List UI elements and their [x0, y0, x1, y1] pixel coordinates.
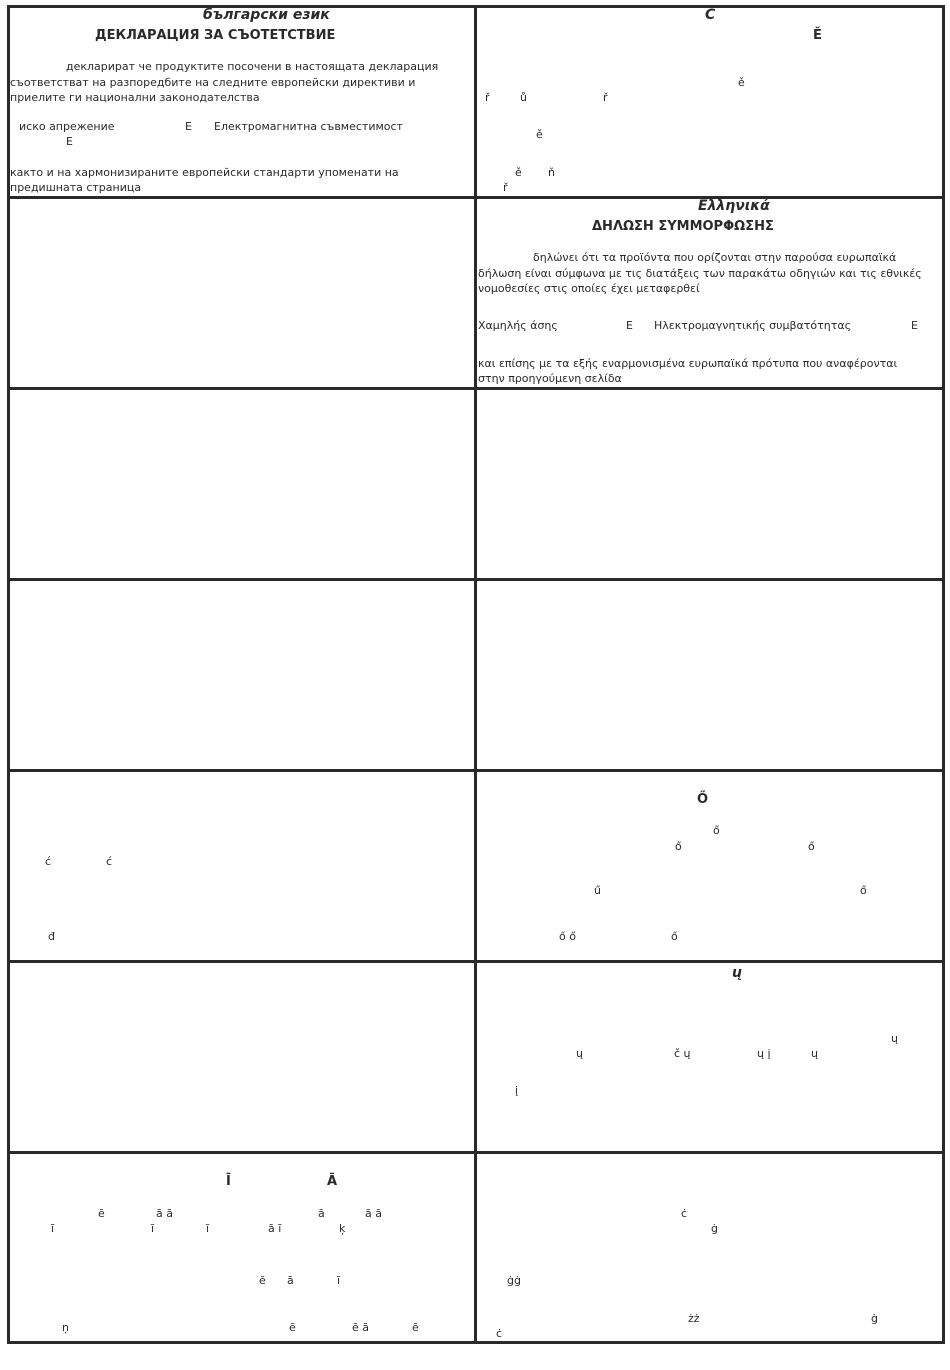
text-fragment: ċ	[681, 1207, 688, 1220]
language-name: ų	[732, 965, 742, 981]
declaration-title: Ő	[697, 792, 709, 807]
directive-low-voltage: Χαμηλής άσης	[478, 319, 558, 332]
text-fragment: ā	[318, 1207, 325, 1220]
text-fragment: ő	[675, 840, 682, 853]
text-fragment: ġġ	[507, 1274, 521, 1287]
statement-text: съответстват на разпоредбите на следните европейски директиви и	[10, 76, 416, 89]
text-fragment: ā ā	[156, 1207, 173, 1220]
declaration-title-part: Ā	[327, 1174, 338, 1189]
text-fragment: ē	[412, 1321, 419, 1334]
table-row-divider	[7, 387, 945, 390]
text-fragment: żż	[688, 1312, 700, 1325]
directive-emc: Ηλεκτρομαγνητικής συμβατότητας	[654, 319, 852, 332]
language-name: Ελληνικά	[698, 198, 770, 214]
text-fragment: į	[515, 1084, 519, 1097]
statement-text: приелите ги национални законодателства	[10, 91, 260, 104]
text-fragment: ų	[811, 1047, 818, 1060]
declaration-title-part: Ī	[226, 1174, 231, 1189]
text-fragment: ő ő	[559, 930, 576, 943]
text-fragment: ő	[671, 930, 678, 943]
text-fragment: ř	[603, 91, 608, 104]
text-fragment: ě	[515, 166, 522, 179]
standards-text: предишната страница	[10, 181, 142, 194]
language-name: Č	[705, 7, 716, 23]
text-fragment: ā ā	[365, 1207, 382, 1220]
table-row-divider	[7, 960, 945, 963]
text-fragment: ķ	[339, 1222, 346, 1235]
text-fragment: ű	[594, 884, 601, 897]
text-fragment: ġ	[871, 1312, 878, 1325]
directive-code: Е	[66, 135, 73, 148]
table-row-divider	[7, 1151, 945, 1154]
text-fragment: ā	[287, 1274, 294, 1287]
statement-text: декларират че продуктите посочени в настоящата декларация	[66, 60, 439, 73]
declaration-title: ДЕКЛАРАЦИЯ ЗА СЪОТЕТСТВИЕ	[95, 28, 336, 43]
text-fragment: ě	[738, 76, 745, 89]
text-fragment: ī	[51, 1222, 55, 1235]
text-fragment: ć	[45, 855, 52, 868]
standards-text: както и на хармонизираните европейски стандарти упоменати на	[10, 166, 399, 179]
table-row-divider	[7, 769, 945, 772]
directive-low-voltage: иско апрежение	[19, 120, 115, 133]
text-fragment: ų	[891, 1032, 898, 1045]
directive-code: Е	[185, 120, 192, 133]
text-fragment: ġ	[711, 1222, 718, 1235]
text-fragment: č ų	[674, 1047, 691, 1060]
text-fragment: ē	[259, 1274, 266, 1287]
text-fragment: ć	[106, 855, 113, 868]
text-fragment: ē	[289, 1321, 296, 1334]
statement-text: νομοθεσίες στις οποίες έχει μεταφερθεί	[478, 282, 700, 295]
table-column-divider	[474, 5, 477, 1344]
text-fragment: ő	[713, 824, 720, 837]
statement-text: δηλώνει ότι τα προϊόντα που ορίζονται στην παρούσα ευρωπαϊκά	[533, 251, 897, 264]
text-fragment: ē	[98, 1207, 105, 1220]
declaration-title: Ě	[813, 28, 822, 43]
text-fragment: ī	[206, 1222, 210, 1235]
text-fragment: ų į	[757, 1047, 771, 1060]
text-fragment: ų	[576, 1047, 583, 1060]
table-row-divider	[7, 578, 945, 581]
text-fragment: ő	[860, 884, 867, 897]
text-fragment: ř	[503, 181, 508, 194]
text-fragment: ī	[337, 1274, 341, 1287]
text-fragment: ā ī	[268, 1222, 282, 1235]
text-fragment: ň	[548, 166, 555, 179]
text-fragment: ī	[151, 1222, 155, 1235]
directive-code: Ε	[626, 319, 633, 332]
declaration-title: ΔΗΛΩΣΗ ΣΥΜΜΟΡΦΩΣΗΣ	[592, 219, 774, 234]
statement-text: δήλωση είναι σύμφωνα με τις διατάξεις των παρακάτω οδηγιών και τις εθνικές	[478, 267, 922, 280]
standards-text: και επίσης με τα εξής εναρμονισμένα ευρωπαϊκά πρότυπα που αναφέρονται	[478, 357, 898, 370]
text-fragment: ċ	[496, 1327, 503, 1340]
text-fragment: ř	[485, 91, 490, 104]
text-fragment: ņ	[62, 1321, 69, 1334]
table-row-divider	[7, 196, 945, 199]
directive-code: Ε	[911, 319, 918, 332]
language-name: български език	[203, 7, 330, 23]
text-fragment: ů	[520, 91, 527, 104]
text-fragment: ē ā	[352, 1321, 370, 1334]
standards-text: στην προηγούμενη σελίδα	[478, 372, 622, 385]
text-fragment: đ	[48, 930, 55, 943]
directive-emc: Електромагнитна съвместимост	[214, 120, 403, 133]
text-fragment: ő	[808, 840, 815, 853]
text-fragment: ě	[536, 128, 543, 141]
